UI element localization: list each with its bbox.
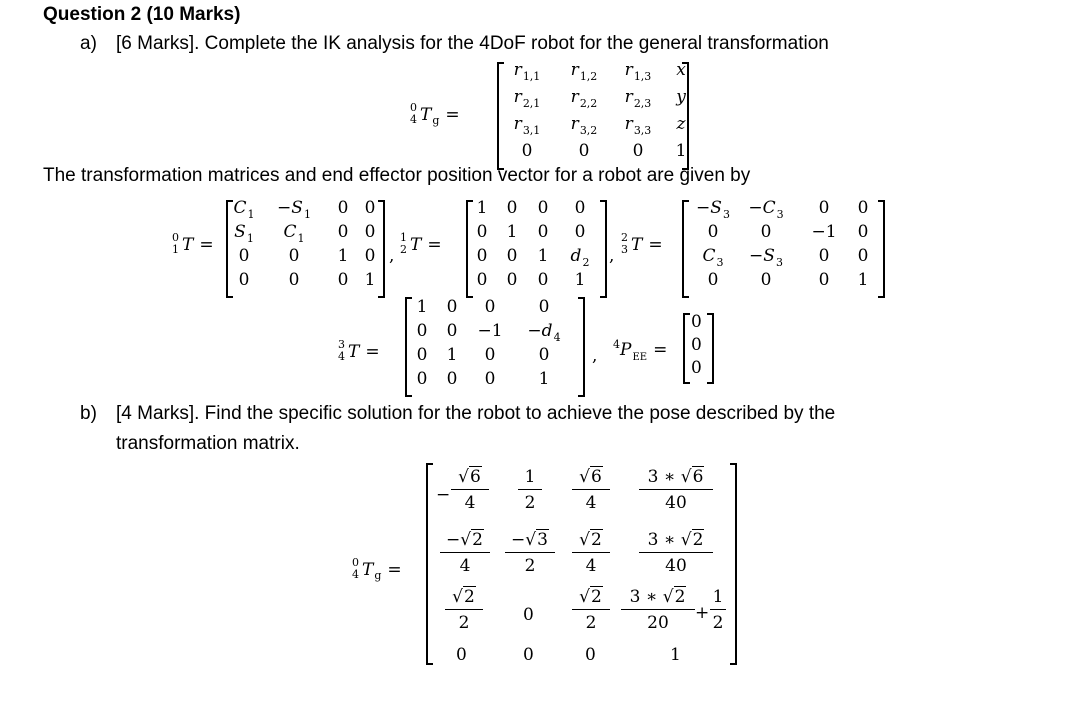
m23-cell: 0 xyxy=(857,222,869,242)
specific-r1c1-sign: − xyxy=(436,485,451,505)
m34-cell: 1 xyxy=(416,297,428,317)
m12-cell: 1 xyxy=(574,270,586,290)
m01-cell: $S_1$ xyxy=(234,222,254,245)
m01-cell: 0 xyxy=(288,270,300,290)
m12-cell: 0 xyxy=(537,198,549,218)
m23-cell: 0 xyxy=(707,222,719,242)
m23-cell: 0 xyxy=(818,198,830,218)
m34-cell: 0 xyxy=(484,297,496,317)
pee-left-bracket xyxy=(683,313,690,384)
gm-cell: $r_{2,1}$ xyxy=(513,87,541,110)
specific-r3c4-plus: + xyxy=(695,603,710,623)
m34-cell: 0 xyxy=(484,345,496,365)
m23-cell: $-S_3$ xyxy=(696,198,730,221)
m34-cell: 0 xyxy=(416,321,428,341)
m12-cell: 1 xyxy=(506,222,518,242)
m01-cell: 0 xyxy=(337,198,349,218)
t23-label: 2 3 T = xyxy=(621,231,663,256)
m01-cell: 1 xyxy=(364,270,376,290)
general-matrix-label: 0 4 T g = xyxy=(410,101,460,127)
part-b-line2: transformation matrix. xyxy=(116,433,300,454)
question-title: Question 2 (10 Marks) xyxy=(43,4,241,25)
gm-cell: $r_{1,1}$ xyxy=(513,60,541,83)
t01-label: 0 1 T = xyxy=(172,231,214,256)
gm-cell: 0 xyxy=(521,141,533,161)
specific-r3c2: 0 xyxy=(523,605,534,625)
pee-cell: 0 xyxy=(691,358,702,378)
m34-cell: 0 xyxy=(538,345,550,365)
m12-cell: 0 xyxy=(506,246,518,266)
specific-r1c2: $\frac{1}{2}$ xyxy=(518,465,542,516)
specific-r2c3: $\frac{√2}{4}$ xyxy=(572,528,610,579)
specific-r4c1: 0 xyxy=(456,645,467,665)
gm-cell: $r_{3,3}$ xyxy=(624,114,652,137)
m23-cell: 0 xyxy=(818,246,830,266)
gm-cell: y xyxy=(676,87,686,107)
m34-cell: 0 xyxy=(416,345,428,365)
gm-cell: $r_{3,2}$ xyxy=(570,114,598,137)
gm-cell: 0 xyxy=(578,141,590,161)
m12-cell: 0 xyxy=(506,198,518,218)
m12-cell: $d_2$ xyxy=(570,246,590,269)
specific-r3c1: $\frac{√2}{2}$ xyxy=(445,585,483,636)
specific-r2c2: $\frac{-√3}{2}$ xyxy=(505,528,555,579)
t34-label: 3 4 T = xyxy=(338,338,380,363)
gm-cell: z xyxy=(676,114,686,134)
m34-cell: −1 xyxy=(477,321,503,341)
m23-cell: 0 xyxy=(818,270,830,290)
m34-cell: 1 xyxy=(538,369,550,389)
specific-r4c4: 1 xyxy=(670,645,681,665)
gm-cell: $r_{1,3}$ xyxy=(624,60,652,83)
m01-cell: 0 xyxy=(364,246,376,266)
m01-cell: $C_1$ xyxy=(233,198,255,221)
m12-cell: 0 xyxy=(537,222,549,242)
specific-r4c3: 0 xyxy=(585,645,596,665)
m23-cell: 1 xyxy=(857,270,869,290)
m34-cell: 0 xyxy=(446,321,458,341)
gm-cell: $r_{2,3}$ xyxy=(624,87,652,110)
m01-cell: 0 xyxy=(238,246,250,266)
m23-cell: 0 xyxy=(707,270,719,290)
pee-right-bracket xyxy=(707,313,714,384)
part-b-line1: [4 Marks]. Find the specific solution for the robot to achieve the pose described by the xyxy=(116,403,836,424)
part-a-text: [6 Marks]. Complete the IK analysis for the 4DoF robot for the general transformation xyxy=(116,33,829,54)
gm-cell: 1 xyxy=(675,141,687,161)
given-text: The transformation matrices and end effector position vector for a robot are given by xyxy=(43,165,751,186)
specific-r4c2: 0 xyxy=(523,645,534,665)
m12-cell: 0 xyxy=(574,198,586,218)
specific-r3c4b: $\frac{1}{2}$ xyxy=(710,585,726,636)
specific-r1c4: $\frac{3 ∗ √6}{40}$ xyxy=(639,465,713,516)
gm-cell: x xyxy=(676,60,686,80)
specific-r2c4: $\frac{3 ∗ √2}{40}$ xyxy=(639,528,713,579)
m12-cell: 0 xyxy=(506,270,518,290)
m12-cell: 1 xyxy=(537,246,549,266)
m23-cell: 0 xyxy=(760,270,772,290)
pee-cell: 0 xyxy=(691,312,702,332)
pee-label: $^4P_{EE}$ = xyxy=(613,338,668,363)
m12-cell: 0 xyxy=(537,270,549,290)
m23-cell: $-C_3$ xyxy=(748,198,784,221)
part-a-label: a) xyxy=(80,33,97,54)
m12-cell: 1 xyxy=(476,198,488,218)
m23-cell: −1 xyxy=(811,222,837,242)
m34-cell: $-d_4$ xyxy=(527,321,561,344)
m12-cell: 0 xyxy=(574,222,586,242)
specific-matrix-right-bracket xyxy=(730,463,737,665)
m01-cell: 0 xyxy=(364,222,376,242)
m34-cell: 0 xyxy=(484,369,496,389)
m01-cell: $-S_1$ xyxy=(277,198,311,221)
pee-cell: 0 xyxy=(691,335,702,355)
specific-r1c1: $\frac{√6}{4}$ xyxy=(451,465,489,516)
t34-right-bracket xyxy=(578,297,585,397)
part-b-label: b) xyxy=(80,403,97,424)
gm-cell: $r_{2,2}$ xyxy=(570,87,598,110)
m23-cell: $-S_3$ xyxy=(749,246,783,269)
m01-cell: 0 xyxy=(337,222,349,242)
specific-r3c3: $\frac{√2}{2}$ xyxy=(572,585,610,636)
gm-cell: $r_{1,2}$ xyxy=(570,60,598,83)
gm-cell: $r_{3,1}$ xyxy=(513,114,541,137)
m23-cell: 0 xyxy=(857,246,869,266)
m34-cell: 0 xyxy=(538,297,550,317)
m34-cell: 0 xyxy=(446,369,458,389)
m01-cell: 0 xyxy=(288,246,300,266)
specific-r1c3: $\frac{√6}{4}$ xyxy=(572,465,610,516)
m34-cell: 0 xyxy=(416,369,428,389)
m34-cell: 0 xyxy=(446,297,458,317)
m01-cell: 0 xyxy=(238,270,250,290)
specific-matrix-label: 0 4 T g = xyxy=(352,556,402,582)
specific-r2c1: $\frac{-√2}{4}$ xyxy=(440,528,490,579)
m01-cell: 0 xyxy=(337,270,349,290)
m23-cell: $C_3$ xyxy=(702,246,724,269)
m12-cell: 0 xyxy=(476,270,488,290)
gm-cell: 0 xyxy=(632,141,644,161)
m23-cell: 0 xyxy=(760,222,772,242)
m01-cell: 1 xyxy=(337,246,349,266)
specific-r3c4a: $\frac{3 ∗ √2}{20}$ xyxy=(621,585,695,636)
m12-cell: 0 xyxy=(476,246,488,266)
m12-cell: 0 xyxy=(476,222,488,242)
m01-cell: 0 xyxy=(364,198,376,218)
specific-matrix-left-bracket xyxy=(426,463,433,665)
t12-label: 1 2 T = xyxy=(400,231,442,256)
m01-cell: $C_1$ xyxy=(283,222,305,245)
m23-cell: 0 xyxy=(857,198,869,218)
m34-cell: 1 xyxy=(446,345,458,365)
